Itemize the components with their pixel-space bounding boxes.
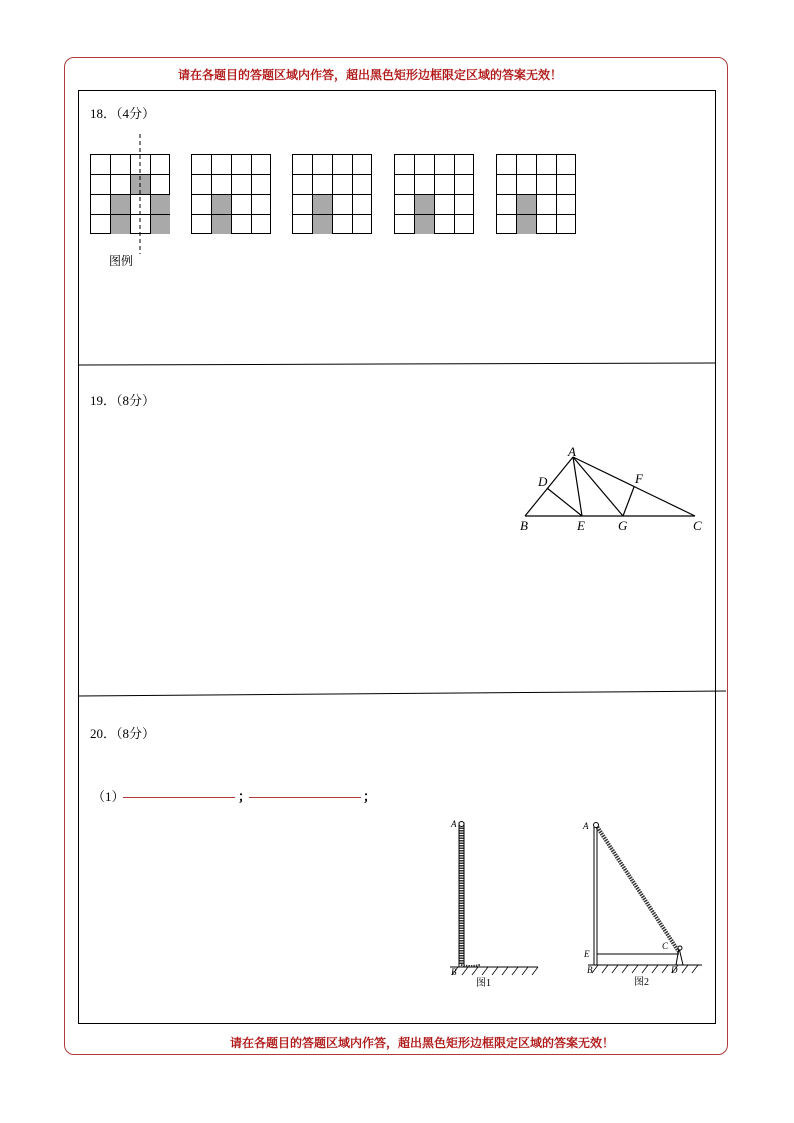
figure-2-pole: [580, 815, 710, 990]
point-label-a: A: [568, 444, 576, 459]
point-label-d: D: [671, 965, 678, 975]
point-label-b: B: [451, 967, 457, 977]
shaded-cell: [517, 215, 536, 234]
point-label-g: G: [618, 518, 628, 533]
answer-grid-1[interactable]: [191, 154, 271, 234]
point-label-f: F: [635, 471, 643, 486]
figure-1-caption: 图1: [476, 978, 491, 989]
warning-text-bottom: 请在各题目的答题区域内作答，超出黑色矩形边框限定区域的答案无效！: [230, 1036, 615, 1050]
point-label-a: A: [451, 819, 457, 829]
shaded-cell: [212, 215, 231, 234]
legend-caption: 图例: [109, 254, 134, 268]
question-18-label: 18．（4分）: [90, 106, 156, 121]
point-label-b: B: [587, 965, 593, 975]
separator: ；: [363, 789, 377, 804]
shaded-cell: [111, 215, 130, 234]
shaded-cell: [111, 195, 130, 214]
answer-grid-4[interactable]: [496, 154, 576, 234]
point-label-b: B: [520, 518, 528, 533]
shaded-cell: [151, 215, 170, 234]
point-label-e: E: [577, 518, 585, 533]
figure-1-pole: [440, 815, 545, 990]
shaded-cell: [415, 195, 434, 214]
warning-text-top: 请在各题目的答题区域内作答，超出黑色矩形边框限定区域的答案无效！: [178, 68, 563, 82]
legend-grid: [90, 154, 170, 234]
symmetry-axis: [136, 134, 146, 256]
shaded-cell: [313, 215, 332, 234]
shaded-cell: [212, 195, 231, 214]
shaded-cell: [313, 195, 332, 214]
shaded-cell: [415, 215, 434, 234]
shaded-cell: [517, 195, 536, 214]
answer-blank-2[interactable]: [249, 797, 361, 798]
question-20-label: 20．（8分）: [90, 726, 156, 741]
section-divider-19-20: [78, 688, 728, 700]
point-label-c: C: [693, 518, 702, 533]
shaded-cell: [151, 195, 170, 214]
point-label-e: E: [584, 949, 590, 959]
triangle-figure: [510, 440, 720, 540]
point-label-d: D: [538, 474, 548, 489]
answer-blank-1[interactable]: [123, 797, 235, 798]
point-label-a: A: [583, 821, 589, 831]
part-1-label: （1）: [92, 789, 125, 804]
question-19-label: 19．（8分）: [90, 393, 156, 408]
point-label-c: C: [662, 941, 669, 951]
separator: ；: [238, 789, 252, 804]
section-divider-18-19: [78, 360, 718, 370]
answer-grid-3[interactable]: [394, 154, 474, 234]
answer-grid-2[interactable]: [292, 154, 372, 234]
figure-2-caption: 图2: [634, 977, 649, 988]
